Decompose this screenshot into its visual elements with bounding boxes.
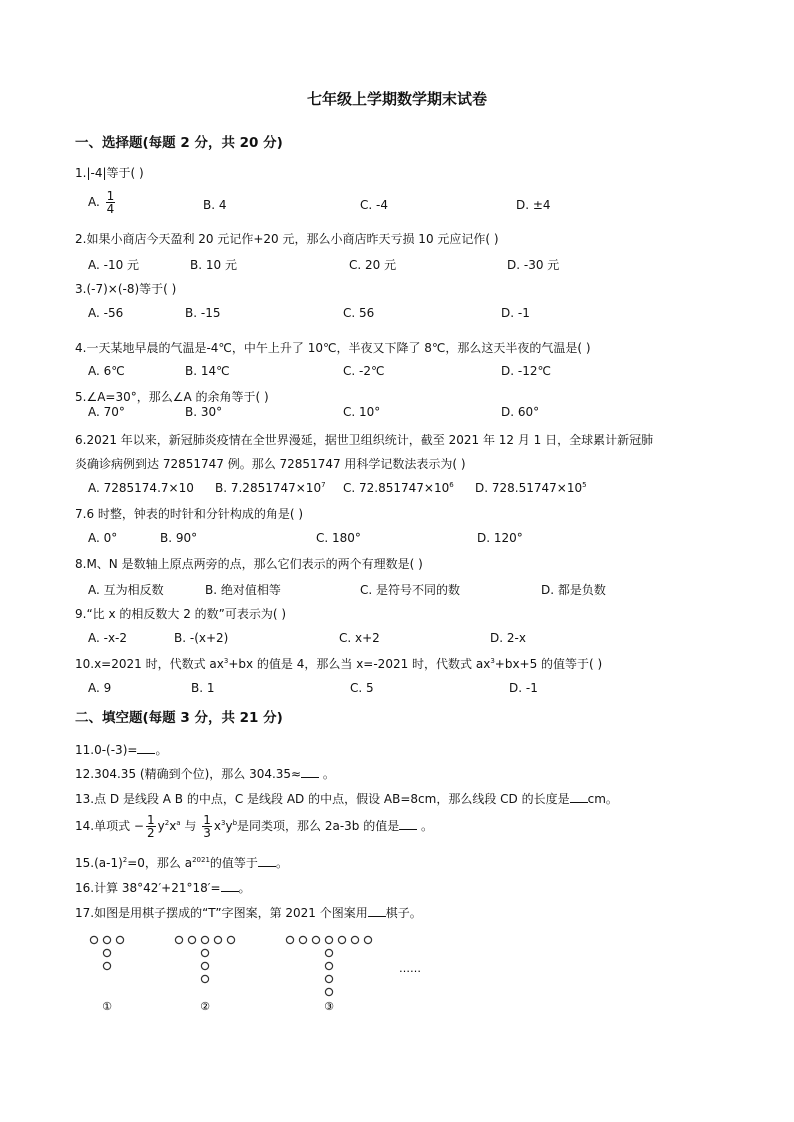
chess-piece [103, 962, 110, 969]
question-1-option-c: C. -4 [360, 198, 388, 212]
question-9-option-c: C. x+2 [339, 631, 380, 645]
question-4-option-c: C. -2℃ [343, 364, 385, 378]
question-2-option-d: D. -30 元 [507, 258, 560, 272]
fraction: $\frac{1}{4}$ [106, 189, 115, 216]
question-3-option-a: A. -56 [88, 306, 124, 320]
question-4-option-b: B. 14℃ [185, 364, 230, 378]
question-17: 17.如图是用棋子摆成的“T”字图案，第 2021 个图案用 棋子。 [75, 906, 422, 920]
question-12: 12.304.35 (精确到个位)，那么 304.35≈ 。 [75, 767, 335, 781]
question-10-option-c: C. 5 [350, 681, 374, 695]
section-heading-fill: 二、填空题(每题 3 分，共 21 分) [75, 710, 283, 726]
answer-blank [570, 792, 588, 803]
t-pattern-figure [85, 930, 445, 1020]
question-8-option-d: D. 都是负数 [541, 583, 606, 597]
option-a-label: A. [88, 195, 100, 209]
question-3-option-c: C. 56 [343, 306, 375, 320]
question-13: 13.点 D 是线段 A B 的中点，C 是线段 AD 的中点，假设 AB=8cm，那么线段 CD 的长度是 cm。 [75, 792, 618, 806]
chess-piece [351, 936, 358, 943]
figure-label-3: ③ [324, 1000, 334, 1013]
question-15: $15.(a-1)^2=0$，那么 $a^{2021}$的值等于 。 [75, 856, 288, 870]
figure-label-2: ② [200, 1000, 210, 1013]
question-3-option-d: D. -1 [501, 306, 530, 320]
chess-piece [201, 962, 208, 969]
chess-piece [175, 936, 182, 943]
question-10-option-a: A. 9 [88, 681, 112, 695]
question-7-option-d: D. 120° [477, 531, 523, 545]
question-6-stem-line1: 6.2021 年以来，新冠肺炎疫情在全世界漫延，据世卫组织统计，截至 2021 年 12 月 1 日，全球累计新冠肺 [75, 433, 654, 447]
chess-piece [286, 936, 293, 943]
answer-blank [368, 906, 386, 917]
answer-blank [258, 856, 276, 867]
answer-blank [221, 881, 239, 892]
question-2-option-a: A. -10 元 [88, 258, 140, 272]
question-8-stem: 8.M、N 是数轴上原点两旁的点，那么它们表示的两个有理数是( ) [75, 557, 423, 571]
chess-piece [299, 936, 306, 943]
question-7-option-b: B. 90° [160, 531, 198, 545]
question-11: 11.0-(-3)= 。 [75, 743, 168, 757]
question-14: 14.单项式 − $\frac{1}{2}$ $y^2x^a$ 与 $\frac{1}{3}$ $x^3y^b$是同类项，那么 2a-3b 的值是 。 [75, 813, 434, 840]
question-2-stem: 2.如果小商店今天盈利 20 元记作+20 元，那么小商店昨天亏损 10 元应记作( ) [75, 232, 499, 246]
question-10-option-b: B. 1 [191, 681, 215, 695]
chess-piece [312, 936, 319, 943]
question-5-stem: 5.∠A=30°，那么∠A 的余角等于( ) [75, 390, 269, 404]
question-7-option-c: C. 180° [316, 531, 361, 545]
chess-piece [227, 936, 234, 943]
question-2-option-b: B. 10 元 [190, 258, 237, 272]
section-heading-choice: 一、选择题(每题 2 分，共 20 分) [75, 135, 283, 151]
chess-piece [116, 936, 123, 943]
answer-blank [301, 767, 319, 778]
chess-piece [103, 936, 110, 943]
question-1-option-a [88, 190, 117, 215]
figure-label-1: ① [102, 1000, 112, 1013]
question-8-option-b: B. 绝对值相等 [205, 583, 281, 597]
chess-piece [338, 936, 345, 943]
question-6-option-d: D. $728.51747\times 10^5$ [475, 481, 587, 495]
page-title: 七年级上学期数学期末试卷 [306, 90, 487, 108]
question-4-option-a: A. 6℃ [88, 364, 125, 378]
question-5-option-c: C. 10° [343, 405, 381, 419]
chess-piece [188, 936, 195, 943]
question-2-option-c: C. 20 元 [349, 258, 397, 272]
question-6-option-a: A. 7285174.7×10 [88, 481, 194, 495]
question-7-stem: 7.6 时整，钟表的时针和分针构成的角是( ) [75, 507, 304, 521]
chess-piece [214, 936, 221, 943]
question-7-option-a: A. 0° [88, 531, 118, 545]
chess-piece [364, 936, 371, 943]
question-8-option-c: C. 是符号不同的数 [360, 583, 461, 597]
question-4-option-d: D. -12℃ [501, 364, 551, 378]
question-5-option-a: A. 70° [88, 405, 125, 419]
question-5-option-b: B. 30° [185, 405, 223, 419]
question-4-stem: 4.一天某地早晨的气温是-4℃，中午上升了 10℃，半夜又下降了 8℃，那么这天半夜的气温是( ) [75, 341, 591, 355]
question-16: 16.计算 38°42′+21°18′= 。 [75, 881, 251, 895]
chess-piece [325, 975, 332, 982]
chess-piece [90, 936, 97, 943]
answer-blank [399, 819, 417, 830]
question-8-option-a: A. 互为相反数 [88, 583, 164, 597]
chess-piece [325, 988, 332, 995]
question-9-option-d: D. 2-x [490, 631, 526, 645]
question-10-option-d: D. -1 [509, 681, 538, 695]
question-3-stem: 3.(-7)×(-8)等于( ) [75, 282, 177, 296]
answer-blank [137, 743, 155, 754]
chess-piece [201, 975, 208, 982]
question-1-option-d: D. ±4 [516, 198, 551, 212]
question-6-option-b: B. $7.2851747\times 10^7$ [215, 481, 326, 495]
question-6-option-c: C. $72.851747\times 10^6$ [343, 481, 454, 495]
question-9-stem: 9.“比 x 的相反数大 2 的数”可表示为( ) [75, 607, 287, 621]
question-1-stem: 1.|-4|等于( ) [75, 166, 144, 180]
chess-piece [325, 949, 332, 956]
question-5-option-d: D. 60° [501, 405, 540, 419]
question-3-option-b: B. -15 [185, 306, 221, 320]
question-9-option-a: A. -x-2 [88, 631, 128, 645]
chess-piece [325, 962, 332, 969]
chess-piece [201, 949, 208, 956]
fraction: $\frac{1}{2}$ [146, 813, 155, 840]
figure-ellipsis: …… [399, 962, 421, 975]
question-1-option-b: B. 4 [203, 198, 227, 212]
question-10-stem: 10.x=2021 时，代数式 $ax^3+bx$ 的值是 4，那么当 x=-2021 时，代数式 $ax^3+bx+5$ 的值等于( ) [75, 657, 603, 671]
t-pattern-svg [85, 930, 445, 1020]
fraction: $\frac{1}{3}$ [203, 813, 211, 840]
question-9-option-b: B. -(x+2) [174, 631, 229, 645]
chess-piece [201, 936, 208, 943]
chess-piece [325, 936, 332, 943]
chess-piece [103, 949, 110, 956]
question-6-stem-line2: 炎确诊病例到达 72851747 例。那么 72851747 用科学记数法表示为( ) [75, 457, 466, 471]
